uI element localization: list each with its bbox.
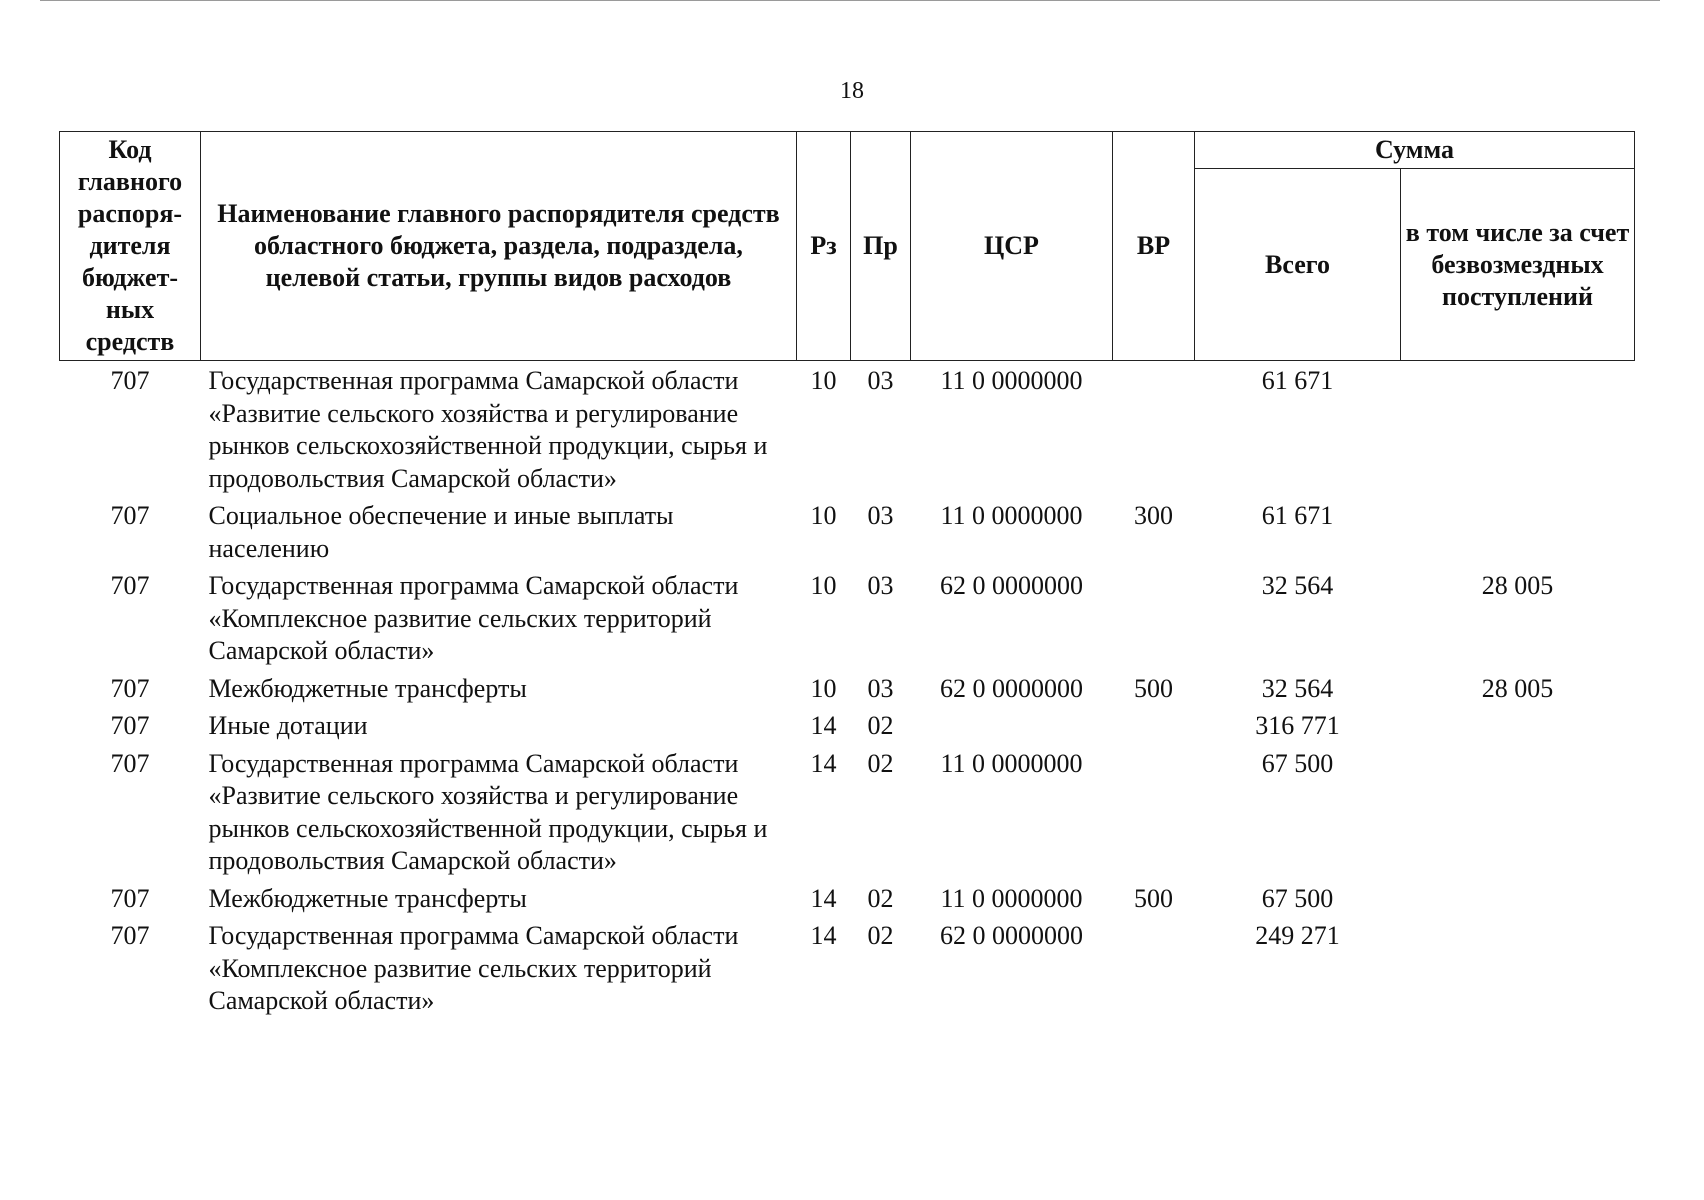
cell-total: 61 671 (1261, 366, 1334, 395)
cell-csr: 11 0 0000000 (940, 501, 1083, 530)
header-code: Код главного распоря-дителя бюджет-ных средств (60, 132, 201, 361)
cell-pr: 02 (867, 711, 894, 740)
header-total: Всего (1195, 169, 1401, 361)
cell-vr (1113, 919, 1195, 1022)
cell-free (1401, 361, 1635, 500)
cell-total: 67 500 (1261, 883, 1334, 913)
cell-total: 61 671 (1261, 501, 1334, 530)
cell-csr: 62 0 0000000 (940, 673, 1083, 703)
cell-rz: 10 (810, 571, 837, 600)
cell-pr: 02 (867, 921, 894, 950)
cell-free: 28 005 (1481, 673, 1554, 703)
table-header (60, 132, 1635, 361)
header-vr: ВР (1113, 132, 1195, 361)
cell-rz: 14 (810, 883, 837, 913)
cell-vr (1113, 747, 1195, 882)
cell-total: 67 500 (1261, 748, 1334, 778)
cell-csr (911, 709, 1113, 747)
cell-total: 32 564 (1261, 571, 1334, 600)
cell-vr: 500 (1134, 883, 1173, 913)
cell-rz: 10 (810, 366, 837, 395)
cell-total: 249 271 (1255, 921, 1340, 950)
table-row (60, 709, 1635, 747)
cell-name: Социальное обеспечение и иные выплаты населению (208, 501, 674, 563)
cell-code: 707 (110, 921, 150, 950)
cell-rz: 10 (810, 501, 837, 530)
table-row (60, 882, 1635, 920)
cell-free (1401, 919, 1635, 1022)
header-csr: ЦСР (911, 132, 1113, 361)
cell-rz: 14 (810, 711, 837, 740)
cell-name: Государственная программа Самарской области «Развитие сельского хозяйства и регулирование рынков сельскохозяйственной продукции, сырья и продовольствия Самарской области» (208, 748, 768, 875)
cell-pr: 03 (867, 673, 894, 703)
cell-code: 707 (110, 501, 150, 530)
cell-vr (1113, 709, 1195, 747)
cell-vr: 500 (1134, 673, 1173, 703)
cell-name: Государственная программа Самарской области «Комплексное развитие сельских территорий Самарской области» (208, 571, 739, 665)
cell-vr (1113, 361, 1195, 500)
cell-rz: 10 (810, 673, 837, 703)
cell-vr: 300 (1134, 501, 1173, 530)
cell-name: Государственная программа Самарской области «Развитие сельского хозяйства и регулирование рынков сельскохозяйственной продукции, сырья и продовольствия Самарской области» (208, 366, 768, 493)
cell-csr: 11 0 0000000 (940, 883, 1083, 913)
cell-csr: 11 0 0000000 (940, 748, 1083, 778)
cell-csr: 11 0 0000000 (940, 366, 1083, 395)
cell-name: Межбюджетные трансферты (208, 883, 527, 913)
table-row (60, 919, 1635, 1022)
table-row (60, 747, 1635, 882)
table-row (60, 569, 1635, 672)
cell-pr: 03 (867, 366, 894, 395)
cell-code: 707 (110, 673, 150, 703)
top-border-line (40, 0, 1660, 1)
cell-rz: 14 (810, 748, 837, 778)
cell-code: 707 (110, 366, 150, 395)
table-row (60, 499, 1635, 569)
cell-free (1401, 747, 1635, 882)
header-rz: Рз (797, 132, 851, 361)
cell-pr: 03 (867, 501, 894, 530)
cell-csr: 62 0 0000000 (940, 921, 1083, 950)
cell-code: 707 (110, 748, 150, 778)
cell-total: 32 564 (1261, 673, 1334, 703)
header-name: Наименование главного распорядителя средств областного бюджета, раздела, подраздела, целевой статьи, группы видов расходов (201, 132, 797, 361)
page-number: 18 (840, 78, 864, 104)
table-body (60, 361, 1635, 1022)
table-row (60, 361, 1635, 500)
cell-total: 316 771 (1255, 711, 1340, 740)
cell-vr (1113, 569, 1195, 672)
cell-code: 707 (110, 883, 150, 913)
budget-table (59, 131, 1635, 1022)
cell-pr: 03 (867, 571, 894, 600)
cell-rz: 14 (810, 921, 837, 950)
header-sum: Сумма (1195, 132, 1635, 169)
table-row (60, 672, 1635, 710)
header-pr: Пр (851, 132, 911, 361)
cell-name: Иные дотации (208, 711, 368, 740)
cell-free (1401, 499, 1635, 569)
cell-free (1401, 709, 1635, 747)
cell-code: 707 (110, 571, 150, 600)
cell-pr: 02 (867, 883, 894, 913)
cell-free: 28 005 (1481, 571, 1554, 600)
cell-free (1401, 882, 1635, 920)
cell-name: Межбюджетные трансферты (208, 673, 527, 703)
header-free: в том числе за счет безвозмездных поступлений (1401, 169, 1635, 361)
cell-pr: 02 (867, 748, 894, 778)
cell-csr: 62 0 0000000 (940, 571, 1083, 600)
cell-name: Государственная программа Самарской области «Комплексное развитие сельских территорий Самарской области» (208, 921, 739, 1015)
cell-code: 707 (110, 711, 150, 740)
